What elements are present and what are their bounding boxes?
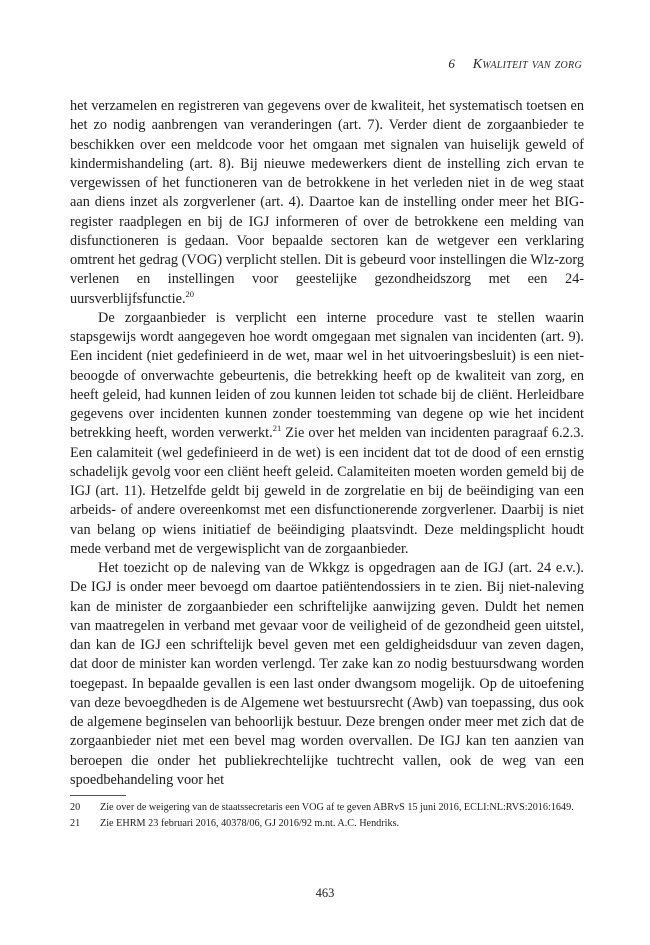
footnote (70, 817, 584, 832)
footnotes (70, 801, 584, 832)
footnote-number: 21 (70, 817, 81, 829)
paragraph-text: Zie over het melden van incidenten paragraaf 6.2.3. Een calamiteit (wel gedefinieerd in de wet) is een incident dat tot de dood of een ernstig schadelijk gevolg voor een cliënt heeft geleid. Calamiteiten moeten worden gemeld bij de IGJ (art. 11). Hetzelfde geldt bij geweld in de zorgrelatie en bij de beëindiging van een arbeids- of andere overeenkomst met een disfunctionerende zorgverlener. Daarbij is niet van belang op wiens initiatief de beëindiging plaatsvindt. Deze meldingsplicht houdt mede verband met de vergewisplicht van de zorgaanbieder. (70, 425, 584, 557)
footnote-text: Zie over de weigering van de staatssecretaris een VOG af te geven ABRvS 15 juni 2016, ECLI:NL:RVS:2016:1649. (100, 802, 574, 813)
chapter-number: 6 (448, 56, 456, 71)
paragraph (70, 97, 584, 309)
footnote-text: Zie EHRM 23 februari 2016, 40378/06, GJ 2016/92 m.nt. A.C. Hendriks. (100, 817, 400, 829)
chapter-title: Kwaliteit van zorg (472, 57, 582, 72)
body-text (70, 97, 584, 790)
footnote-number: 20 (70, 802, 81, 813)
footnote (70, 801, 584, 816)
footnote-reference[interactable]: 21 (272, 423, 282, 434)
paragraph (70, 309, 584, 559)
page-number: 463 (315, 886, 335, 900)
paragraph-text: Het toezicht op de naleving van de Wkkgz is opgedragen aan de IGJ (art. 24 e.v.). De IGJ is onder meer bevoegd om daartoe patiëntendossiers in te zien. Bij niet-naleving kan de minister de zorgaanbieder een schriftelijke aanwijzing geven. Duldt het nemen van maatregelen in verband met gevaar voor de veiligheid of de gezondheid geen uitstel, dan kan de IGJ een schriftelijk bevel geven met een geldigheidsduur van zeven dagen, dat door de minister kan worden verlengd. Ter zake kan zo nodig bestuursdwang worden toegepast. In bepaalde gevallen is een last onder dwangsom mogelijk. Op de uitoefening van deze bevoegdheden is de Algemene wet bestuursrecht (Awb) van toepassing, dus ook de algemene beginselen van behoorlijk bestuur. Deze brengen onder meer met zich dat de zorgaanbieder niet met een bevel mag worden overvallen. De IGJ kan ten aanzien van beroepen die onder het publiekrechtelijke tuchtrecht vallen, ook de weg van een spoedbehandeling voor het (70, 560, 584, 788)
paragraph (70, 559, 584, 790)
paragraph-text: De zorgaanbieder is verplicht een interne procedure vast te stellen waarin stapsgewijs wordt aangegeven hoe wordt omgegaan met signalen van incidenten (art. 9). Een incident (niet gedefinieerd in de wet, maar wel in het uitvoeringsbesluit) is een niet-beoogde of onverwachte gebeurtenis, die betrekking heeft op de kwaliteit van zorg, en heeft geleid, had kunnen leiden of zou kunnen leiden tot schade bij de cliënt. Herleidbare gegevens over incidenten kunnen zonder toestemming van degene op wie het incident betrekking heeft, worden verwerkt. (70, 309, 584, 442)
footnote-reference[interactable]: 20 (185, 288, 195, 299)
paragraph-text: het verzamelen en registreren van gegevens over de kwaliteit, het systematisch toetsen en het zo nodig aanbrengen van veranderingen (art. 7). Verder dient de zorgaanbieder te beschikken over een meldcode voor het omgaan met signalen van huiselijk geweld of kindermishandeling (art. 8). Bij nieuwe medewerkers dient de instelling zich ervan te vergewissen of het functioneren van de betrokkene in het verleden niet in de weg staat aan diens inzet als zorgverlener (art. 4). Daartoe kan de instelling onder meer het BIG-register raadplegen en bij de IGJ informeren of over de betrokkene een melding van disfunctioneren is gedaan. Voor bepaalde sectoren kan de wetgever een verklaring omtrent het gedrag (VOG) verplicht stellen. Dit is gebeurd voor instellingen die Wlz-zorg verlenen en instellingen voor geestelijke gezondheidszorg met een 24-uursverblijfsfunctie. (70, 98, 584, 307)
running-head (448, 56, 582, 73)
footnote-divider (70, 795, 126, 796)
